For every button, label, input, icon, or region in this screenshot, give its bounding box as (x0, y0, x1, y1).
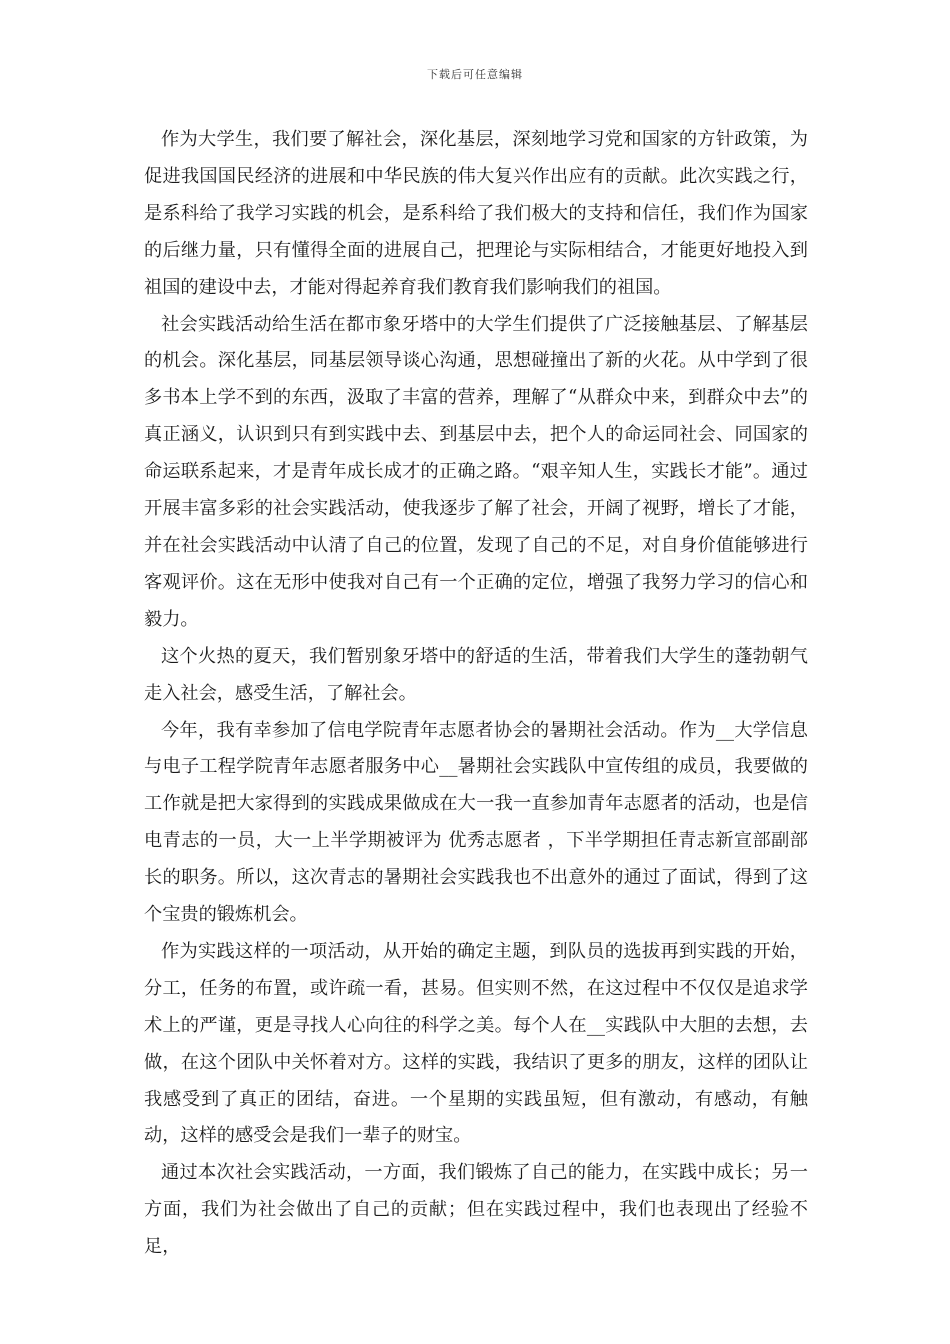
page-header: 下载后可任意编辑 (427, 68, 523, 81)
paragraph-4: 今年，我有幸参加了信电学院青年志愿者协会的暑期社会活动。作为__大学信息与电子工程学院青年志愿者服务中心__暑期社会实践队中宣传组的成员，我要做的工作就是把大家得到的实践成果做成在大一我一直参加青年志愿者的活动，也是信电青志的一员，大一上半学期被评为 优秀志愿者 ，下半学期担任青志新宣部副部长的职务。所以，这次青志的暑期社会实践我也不出意外的通过了面试，得到了这个宝贵的锻炼机会。 (144, 719, 808, 926)
paragraph-2: 社会实践活动给生活在都市象牙塔中的大学生们提供了广泛接触基层、了解基层的机会。深化基层，同基层领导谈心沟通，思想碰撞出了新的火花。从中学到了很多书本上学不到的东西，汲取了丰富的营养，理解了“从群众中来，到群众中去”的真正涵义，认识到只有到实践中去、到基层中去，把个人的命运同社会、同国家的命运联系起来，才是青年成长成才的正确之路。“艰辛知人生，实践长才能”。通过开展丰富多彩的社会实践活动，使我逐步了解了社会，开阔了视野，增长了才能，并在社会实践活动中认清了自己的位置，发现了自己的不足，对自身价值能够进行客观评价。这在无形中使我对自己有一个正确的定位，增强了我努力学习的信心和毅力。 (144, 313, 808, 630)
paragraph-5: 作为实践这样的一项活动，从开始的确定主题，到队员的选拔再到实践的开始，分工，任务的布置，或许疏一看，甚易。但实则不然，在这过程中不仅仅是追求学术上的严谨，更是寻找人心向往的科学之美。每个人在__实践队中大胆的去想，去做，在这个团队中关怀着对方。这样的实践，我结识了更多的朋友，这样的团队让我感受到了真正的团结，奋进。一个星期的实践虽短，但有激动，有感动，有触动，这样的感受会是我们一辈子的财宝。 (144, 940, 808, 1147)
paragraph-6: 通过本次社会实践活动，一方面，我们锻炼了自己的能力，在实践中成长；另一方面，我们为社会做出了自己的贡献；但在实践过程中，我们也表现出了经验不足， (144, 1162, 808, 1258)
document-body (144, 122, 808, 1266)
paragraph-3: 这个火热的夏天，我们暂别象牙塔中的舒适的生活，带着我们大学生的蓬勃朝气走入社会，感受生活，了解社会。 (144, 645, 808, 704)
paragraph-1: 作为大学生，我们要了解社会，深化基层，深刻地学习党和国家的方针政策，为促进我国国民经济的进展和中华民族的伟大复兴作出应有的贡献。此次实践之行，是系科给了我学习实践的机会，是系科给了我们极大的支持和信任，我们作为国家的后继力量，只有懂得全面的进展自己，把理论与实际相结合，才能更好地投入到祖国的建设中去，才能对得起养育我们教育我们影响我们的祖国。 (144, 129, 808, 298)
